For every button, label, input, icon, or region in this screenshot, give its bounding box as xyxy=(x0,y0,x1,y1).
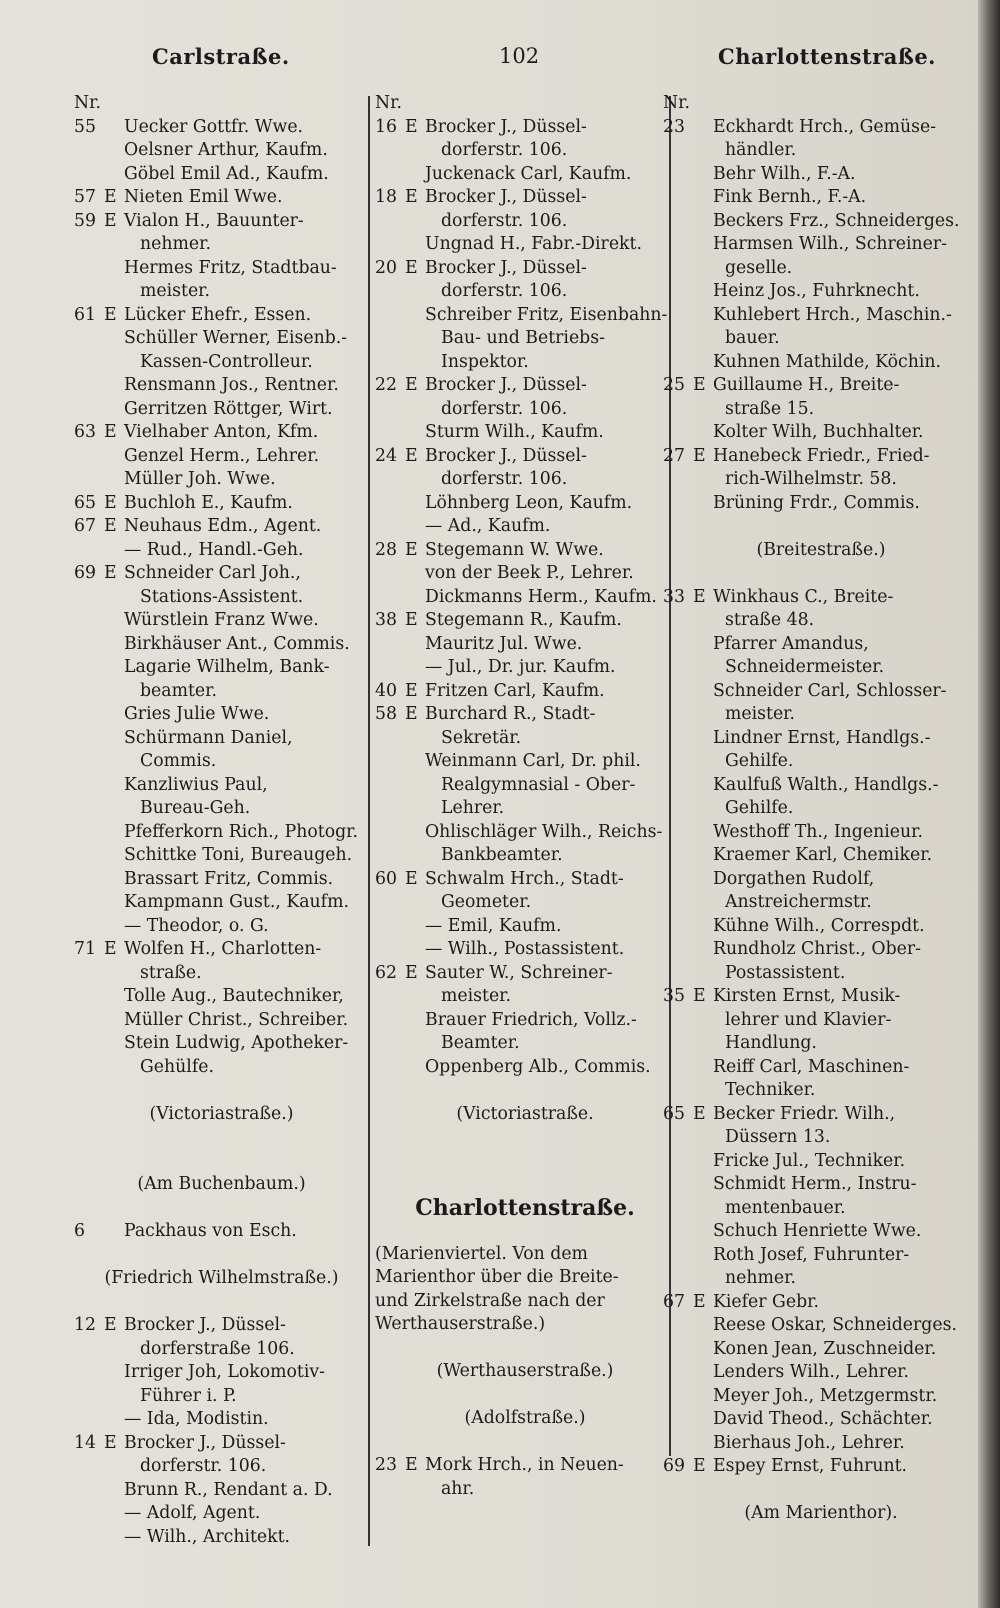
resident-line: Bierhaus Joh., Lehrer. xyxy=(713,1432,905,1453)
column-2 xyxy=(375,92,675,1501)
resident-line: Rundholz Christ., Ober- xyxy=(713,939,921,959)
resident-line: Heinz Jos., Fuhrknecht. xyxy=(713,281,920,301)
resident-line: Schürmann Daniel, xyxy=(124,727,293,748)
house-number: 23 xyxy=(663,116,685,137)
resident-line: Sturm Wilh., Kaufm. xyxy=(425,422,604,442)
continuation-line: Bankbeamter. xyxy=(441,845,563,865)
resident-line: Oppenberg Alb., Commis. xyxy=(425,1056,651,1077)
resident-line: Gerritzen Röttger, Wirt. xyxy=(124,398,333,419)
house-number: 65 xyxy=(74,492,96,513)
resident-line: Schittke Toni, Bureaugeh. xyxy=(124,845,353,865)
house-number: 28 xyxy=(375,539,397,560)
house-entry xyxy=(375,680,675,704)
resident-line: Brauer Friedrich, Vollz.- xyxy=(425,1009,637,1030)
resident-line: Westhoff Th., Ingenieur. xyxy=(713,821,923,842)
resident-line: Schneider Carl, Schlosser- xyxy=(713,680,947,701)
header-left-street: Carlstraße. xyxy=(152,44,290,69)
house-number: 71 xyxy=(74,939,96,959)
resident-text: Brocker J., Düssel- xyxy=(124,1315,286,1335)
resident-text: Mork Hrch., in Neuen- xyxy=(425,1455,624,1475)
resident-line: Kanzliwius Paul, xyxy=(124,774,268,795)
house-entry xyxy=(74,304,369,328)
house-number: 35 xyxy=(663,986,685,1006)
resident-line: Oelsner Arthur, Kaufm. xyxy=(124,140,328,160)
continuation-line: Schneidermeister. xyxy=(725,657,885,677)
resident-line: Tolle Aug., Bautechniker, xyxy=(124,986,344,1006)
house-number: 6 xyxy=(74,1221,85,1241)
house-entry xyxy=(375,703,675,727)
resident-line: Reese Oskar, Schneiderges. xyxy=(713,1315,957,1335)
continuation-line: Sekretär. xyxy=(441,727,522,748)
house-number: 57 xyxy=(74,187,96,207)
house-entry xyxy=(663,1103,979,1127)
resident-text: Eckhardt Hrch., Gemüse- xyxy=(713,116,937,137)
owner-mark: E xyxy=(693,1291,706,1312)
cross-street-heading: (Victoriastraße. xyxy=(456,1103,594,1124)
resident-text: Fritzen Carl, Kaufm. xyxy=(425,680,605,701)
continuation-line: Inspektor. xyxy=(441,351,529,372)
resident-line: Lagarie Wilhelm, Bank- xyxy=(124,657,330,677)
resident-text: Buchloh E., Kaufm. xyxy=(124,492,293,513)
house-entry xyxy=(375,374,675,398)
house-entry xyxy=(663,1455,979,1479)
continuation-line: Gehilfe. xyxy=(725,798,794,818)
house-entry xyxy=(74,116,369,140)
owner-mark: E xyxy=(405,539,418,560)
resident-text: Burchard R., Stadt- xyxy=(425,704,596,724)
owner-mark: E xyxy=(104,492,117,513)
resident-line: Würstlein Franz Wwe. xyxy=(124,610,319,630)
nr-label: Nr. xyxy=(663,93,690,113)
owner-mark: E xyxy=(405,868,418,889)
cross-street-heading: (Friedrich Wilhelmstraße.) xyxy=(104,1268,339,1288)
resident-text: Vielhaber Anton, Kfm. xyxy=(124,422,319,442)
resident-text: Schneider Carl Joh., xyxy=(124,563,301,583)
owner-mark: E xyxy=(693,586,706,607)
resident-line: Schüller Werner, Eisenb.- xyxy=(124,328,348,348)
house-entry xyxy=(663,985,979,1009)
resident-line: Lindner Ernst, Handlgs.- xyxy=(713,727,931,748)
resident-line: Kühne Wilh., Correspdt. xyxy=(713,915,925,936)
continuation-line: dorferstr. 106. xyxy=(140,1456,267,1476)
spacer xyxy=(375,1337,675,1361)
owner-mark: E xyxy=(104,1432,117,1453)
house-entry xyxy=(74,515,369,539)
resident-line: Ungnad H., Fabr.-Direkt. xyxy=(425,234,642,254)
resident-line: Göbel Emil Ad., Kaufm. xyxy=(124,163,329,184)
continuation-line: Gehilfe. xyxy=(725,751,794,771)
house-entry xyxy=(375,609,675,633)
house-number: 27 xyxy=(663,445,685,466)
resident-line: Birkhäuser Ant., Commis. xyxy=(124,633,350,654)
resident-line: Kampmann Gust., Kaufm. xyxy=(124,892,349,912)
resident-line: Genzel Herm., Lehrer. xyxy=(124,445,320,466)
continuation-line: mentenbauer. xyxy=(725,1197,846,1218)
owner-mark: E xyxy=(405,1455,418,1475)
resident-line: Müller Joh. Wwe. xyxy=(124,469,276,489)
column-1 xyxy=(74,92,369,1549)
owner-mark: E xyxy=(405,704,418,724)
resident-text: Guillaume H., Breite- xyxy=(713,375,900,395)
resident-line: Brassart Fritz, Commis. xyxy=(124,868,334,889)
house-entry xyxy=(663,116,979,140)
house-number: 16 xyxy=(375,116,397,137)
house-number: 55 xyxy=(74,116,96,137)
resident-line: Behr Wilh., F.-A. xyxy=(713,163,856,184)
resident-text: Kiefer Gebr. xyxy=(713,1291,819,1312)
continuation-line: Bau- und Betriebs- xyxy=(441,328,605,348)
continuation-line: händler. xyxy=(725,140,797,160)
house-number: 25 xyxy=(663,375,685,395)
continuation-line: dorferstr. 106. xyxy=(441,398,568,419)
resident-line: David Theod., Schächter. xyxy=(713,1409,933,1429)
spacer xyxy=(663,515,979,539)
spacer xyxy=(74,1244,369,1268)
resident-line: — Theodor, o. G. xyxy=(124,915,269,936)
resident-line: Irriger Joh, Lokomotiv- xyxy=(124,1362,325,1382)
resident-text: Espey Ernst, Fuhrunt. xyxy=(713,1456,908,1476)
continuation-line: Gehülfe. xyxy=(140,1056,214,1077)
resident-line: — Wilh., Postassistent. xyxy=(425,939,625,959)
continuation-line: nehmer. xyxy=(140,234,211,254)
house-number: 59 xyxy=(74,210,96,231)
street-description-line: und Zirkelstraße nach der xyxy=(375,1290,605,1311)
house-entry xyxy=(74,421,369,445)
resident-line: Brüning Frdr., Commis. xyxy=(713,492,920,513)
house-entry xyxy=(375,962,675,986)
resident-line: Kraemer Karl, Chemiker. xyxy=(713,845,933,865)
street-description-line: Werthauserstraße.) xyxy=(375,1314,546,1334)
owner-mark: E xyxy=(405,375,418,395)
cross-street-heading: (Victoriastraße.) xyxy=(149,1103,294,1124)
owner-mark: E xyxy=(405,116,418,137)
house-number: 58 xyxy=(375,704,397,724)
house-number: 38 xyxy=(375,610,397,630)
house-entry xyxy=(74,1314,369,1338)
continuation-line: meister. xyxy=(140,281,211,301)
house-number: 14 xyxy=(74,1432,96,1453)
resident-text: Brocker J., Düssel- xyxy=(425,257,587,278)
resident-line: von der Beek P., Lehrer. xyxy=(425,563,634,583)
resident-line: Hermes Fritz, Stadtbau- xyxy=(124,257,337,278)
resident-line: Pfefferkorn Rich., Photogr. xyxy=(124,821,359,842)
resident-text: Hanebeck Friedr., Fried- xyxy=(713,445,930,466)
spacer xyxy=(375,1431,675,1455)
continuation-line: straße 48. xyxy=(725,610,815,630)
resident-line: Rensmann Jos., Rentner. xyxy=(124,375,339,395)
owner-mark: E xyxy=(693,1103,706,1124)
spacer xyxy=(375,1079,675,1103)
resident-text: Brocker J., Düssel- xyxy=(124,1432,286,1453)
resident-line: Weinmann Carl, Dr. phil. xyxy=(425,751,641,771)
continuation-line: straße 15. xyxy=(725,398,815,419)
resident-line: — Wilh., Architekt. xyxy=(124,1526,291,1547)
house-entry xyxy=(375,445,675,469)
resident-line: — Emil, Kaufm. xyxy=(425,915,562,936)
owner-mark: E xyxy=(405,610,418,630)
page-header xyxy=(0,44,1000,76)
spacer xyxy=(375,1126,675,1150)
owner-mark: E xyxy=(405,445,418,466)
continuation-line: meister. xyxy=(441,986,512,1006)
resident-text: Winkhaus C., Breite- xyxy=(713,586,894,607)
continuation-line: Anstreichermstr. xyxy=(725,892,872,912)
house-entry xyxy=(74,562,369,586)
resident-line: Harmsen Wilh., Schreiner- xyxy=(713,234,947,254)
continuation-line: Führer i. P. xyxy=(140,1385,237,1406)
house-number: 69 xyxy=(74,563,96,583)
continuation-line: Kassen-Controlleur. xyxy=(140,351,313,372)
spacer xyxy=(74,1150,369,1174)
spacer xyxy=(375,1150,675,1174)
owner-mark: E xyxy=(693,1456,706,1476)
house-entry xyxy=(375,186,675,210)
owner-mark: E xyxy=(693,445,706,466)
street-title: Charlottenstraße. xyxy=(415,1195,635,1221)
resident-line: Müller Christ., Schreiber. xyxy=(124,1009,349,1030)
house-entry xyxy=(375,257,675,281)
resident-line: Pfarrer Amandus, xyxy=(713,633,869,654)
resident-text: Stegemann W. Wwe. xyxy=(425,539,604,560)
cross-street-heading: (Adolfstraße.) xyxy=(464,1408,586,1428)
house-entry xyxy=(663,586,979,610)
header-right-street: Charlottenstraße. xyxy=(718,44,936,69)
cross-street-heading: (Werthauserstraße.) xyxy=(436,1361,614,1381)
resident-text: Lücker Ehefr., Essen. xyxy=(124,304,312,325)
house-entry xyxy=(74,1220,369,1244)
owner-mark: E xyxy=(104,304,117,325)
cross-street-heading: (Breitestraße.) xyxy=(756,539,886,560)
resident-text: Sauter W., Schreiner- xyxy=(425,962,613,983)
owner-mark: E xyxy=(693,986,706,1006)
continuation-line: Bureau-Geh. xyxy=(140,798,251,818)
house-number: 67 xyxy=(74,516,96,536)
continuation-line: Düssern 13. xyxy=(725,1127,831,1147)
resident-text: Packhaus von Esch. xyxy=(124,1221,297,1241)
resident-text: Uecker Gottfr. Wwe. xyxy=(124,116,304,137)
owner-mark: E xyxy=(405,187,418,207)
resident-line: Löhnberg Leon, Kaufm. xyxy=(425,492,633,513)
continuation-line: nehmer. xyxy=(725,1268,796,1288)
continuation-line: geselle. xyxy=(725,257,793,278)
resident-line: Gries Julie Wwe. xyxy=(124,704,270,724)
continuation-line: bauer. xyxy=(725,328,780,348)
spacer xyxy=(74,1079,369,1103)
continuation-line: lehrer und Klavier- xyxy=(725,1009,892,1030)
continuation-line: dorferstr. 106. xyxy=(441,469,568,489)
spacer xyxy=(74,1291,369,1315)
spacer xyxy=(663,1479,979,1503)
continuation-line: Techniker. xyxy=(725,1080,816,1100)
house-entry xyxy=(663,445,979,469)
owner-mark: E xyxy=(104,939,117,959)
resident-line: Schreiber Fritz, Eisenbahn- xyxy=(425,304,668,325)
nr-label: Nr. xyxy=(74,93,101,113)
house-entry xyxy=(375,539,675,563)
street-description-line: Marienthor über die Breite- xyxy=(375,1267,619,1287)
nr-label: Nr. xyxy=(375,93,402,113)
resident-line: — Ad., Kaufm. xyxy=(425,516,551,536)
resident-line: Juckenack Carl, Kaufm. xyxy=(425,163,632,184)
house-number: 67 xyxy=(663,1291,685,1312)
house-number: 60 xyxy=(375,868,397,889)
owner-mark: E xyxy=(104,210,117,231)
resident-text: Wolfen H., Charlotten- xyxy=(124,939,322,959)
resident-line: Schuch Henriette Wwe. xyxy=(713,1221,922,1241)
page-number: 102 xyxy=(499,44,540,68)
house-number: 12 xyxy=(74,1315,96,1335)
continuation-line: dorferstraße 106. xyxy=(140,1338,295,1359)
house-number: 40 xyxy=(375,680,397,701)
owner-mark: E xyxy=(693,375,706,395)
house-number: 61 xyxy=(74,304,96,325)
resident-text: Kirsten Ernst, Musik- xyxy=(713,986,901,1006)
house-number: 22 xyxy=(375,375,397,395)
continuation-line: Postassistent. xyxy=(725,962,846,983)
resident-text: Stegemann R., Kaufm. xyxy=(425,610,622,630)
house-number: 62 xyxy=(375,962,397,983)
house-number: 65 xyxy=(663,1103,685,1124)
house-entry xyxy=(74,1432,369,1456)
resident-line: — Adolf, Agent. xyxy=(124,1503,261,1523)
continuation-line: meister. xyxy=(725,704,796,724)
resident-line: Brunn R., Rendant a. D. xyxy=(124,1479,333,1500)
house-entry xyxy=(74,938,369,962)
resident-text: Becker Friedr. Wilh., xyxy=(713,1103,896,1124)
book-spine-shadow xyxy=(978,0,1000,1608)
house-number: 23 xyxy=(375,1455,397,1475)
resident-line: Roth Josef, Fuhrunter- xyxy=(713,1244,910,1265)
column-3 xyxy=(663,92,979,1526)
house-entry xyxy=(74,492,369,516)
house-number: 63 xyxy=(74,422,96,442)
continuation-line: Lehrer. xyxy=(441,798,505,818)
owner-mark: E xyxy=(104,516,117,536)
continuation-line: dorferstr. 106. xyxy=(441,210,568,231)
continuation-line: straße. xyxy=(140,962,202,983)
resident-text: Brocker J., Düssel- xyxy=(425,375,587,395)
cross-street-heading: (Am Buchenbaum.) xyxy=(137,1174,306,1194)
resident-line: — Rud., Handl.-Geh. xyxy=(124,539,304,560)
owner-mark: E xyxy=(104,563,117,583)
resident-text: Brocker J., Düssel- xyxy=(425,445,587,466)
continuation-line: Stations-Assistent. xyxy=(140,586,304,607)
resident-line: Beckers Frz., Schneiderges. xyxy=(713,210,960,231)
house-entry xyxy=(74,186,369,210)
resident-line: Kolter Wilh, Buchhalter. xyxy=(713,422,924,442)
spacer xyxy=(74,1126,369,1150)
resident-line: Dorgathen Rudolf, xyxy=(713,868,875,889)
resident-text: Nieten Emil Wwe. xyxy=(124,187,283,207)
house-entry xyxy=(375,1454,675,1478)
continuation-line: Beamter. xyxy=(441,1033,520,1053)
resident-line: Fink Bernh., F.-A. xyxy=(713,187,867,207)
continuation-line: beamter. xyxy=(140,680,218,701)
continuation-line: dorferstr. 106. xyxy=(441,140,568,160)
continuation-line: Handlung. xyxy=(725,1033,817,1053)
resident-line: Kaulfuß Walth., Handlgs.- xyxy=(713,774,939,795)
resident-line: — Jul., Dr. jur. Kaufm. xyxy=(425,657,616,677)
resident-line: — Ida, Modistin. xyxy=(124,1409,269,1429)
house-entry xyxy=(663,374,979,398)
resident-text: Neuhaus Edm., Agent. xyxy=(124,516,322,536)
continuation-line: Commis. xyxy=(140,751,217,771)
resident-line: Schmidt Herm., Instru- xyxy=(713,1174,917,1194)
continuation-line: ahr. xyxy=(441,1478,475,1499)
house-number: 33 xyxy=(663,586,685,607)
house-number: 24 xyxy=(375,445,397,466)
owner-mark: E xyxy=(405,962,418,983)
resident-line: Lenders Wilh., Lehrer. xyxy=(713,1362,910,1382)
cross-street-heading: (Am Marienthor). xyxy=(744,1503,898,1523)
spacer xyxy=(663,562,979,586)
continuation-line: dorferstr. 106. xyxy=(441,281,568,301)
resident-text: Brocker J., Düssel- xyxy=(425,116,587,137)
resident-line: Reiff Carl, Maschinen- xyxy=(713,1056,910,1077)
spacer xyxy=(375,1384,675,1408)
continuation-line: Geometer. xyxy=(441,892,532,912)
resident-line: Ohlischläger Wilh., Reichs- xyxy=(425,821,663,842)
house-number: 69 xyxy=(663,1456,685,1476)
house-number: 20 xyxy=(375,257,397,278)
owner-mark: E xyxy=(104,422,117,442)
house-entry xyxy=(74,210,369,234)
resident-line: Mauritz Jul. Wwe. xyxy=(425,633,583,654)
resident-line: Fricke Jul., Techniker. xyxy=(713,1150,906,1171)
resident-line: Meyer Joh., Metzgermstr. xyxy=(713,1385,938,1406)
resident-line: Dickmanns Herm., Kaufm. xyxy=(425,586,657,607)
resident-text: Brocker J., Düssel- xyxy=(425,187,587,207)
resident-line: Stein Ludwig, Apotheker- xyxy=(124,1033,349,1053)
house-entry xyxy=(375,116,675,140)
house-number: 18 xyxy=(375,187,397,207)
owner-mark: E xyxy=(405,257,418,278)
owner-mark: E xyxy=(405,680,418,701)
house-entry xyxy=(375,868,675,892)
owner-mark: E xyxy=(104,1315,117,1335)
resident-text: Schwalm Hrch., Stadt- xyxy=(425,868,624,889)
resident-line: Kuhlebert Hrch., Maschin.- xyxy=(713,304,952,325)
continuation-line: Realgymnasial - Ober- xyxy=(441,774,636,795)
house-entry xyxy=(663,1291,979,1315)
owner-mark: E xyxy=(104,187,117,207)
resident-text: Vialon H., Bauunter- xyxy=(124,210,304,231)
resident-line: Konen Jean, Zuschneider. xyxy=(713,1338,937,1359)
resident-line: Kuhnen Mathilde, Köchin. xyxy=(713,351,941,372)
continuation-line: rich-Wilhelmstr. 58. xyxy=(725,469,897,489)
spacer xyxy=(74,1197,369,1221)
street-description-line: (Marienviertel. Von dem xyxy=(375,1243,588,1264)
